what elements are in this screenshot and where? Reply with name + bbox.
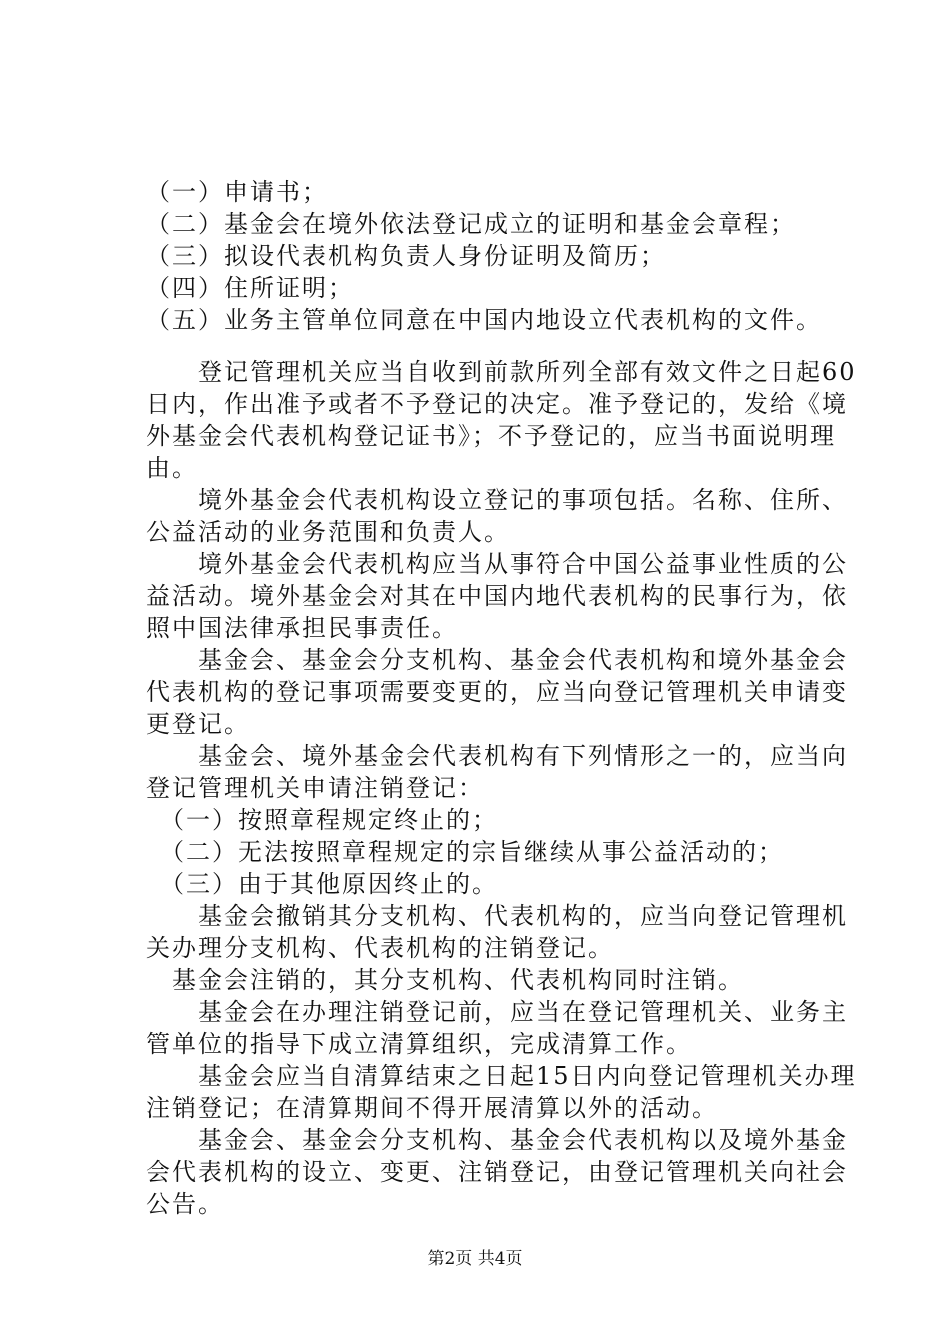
text-line: 公益活动的业务范围和负责人。: [146, 518, 510, 546]
page-number-label: 第2页 共4页: [427, 1249, 523, 1269]
text-line: 由。: [146, 454, 198, 482]
document-body: [146, 176, 857, 1220]
text-line: 基金会、基金会分支机构、基金会代表机构和境外基金会: [146, 646, 848, 674]
text-line: 会代表机构的设立、变更、注销登记，由登记管理机关向社会: [146, 1158, 848, 1186]
text-line: 注销登记；在清算期间不得开展清算以外的活动。: [146, 1094, 718, 1122]
text-line: 公告。: [146, 1190, 224, 1218]
text-line: 代表机构的登记事项需要变更的，应当向登记管理机关申请变: [146, 678, 848, 706]
text-line: （二）无法按照章程规定的宗旨继续从事公益活动的；: [146, 838, 784, 866]
list-item: （五）业务主管单位同意在中国内地设立代表机构的文件。: [146, 306, 822, 334]
text-line: 管单位的指导下成立清算组织，完成清算工作。: [146, 1030, 692, 1058]
text-line: 外基金会代表机构登记证书》；不予登记的，应当书面说明理: [146, 422, 836, 450]
list-item: （四）住所证明；: [146, 274, 354, 302]
paragraph-gap: [146, 336, 842, 356]
text-line: 基金会在办理注销登记前，应当在登记管理机关、业务主: [146, 998, 848, 1026]
text-line: 关办理分支机构、代表机构的注销登记。: [146, 934, 614, 962]
text-line: 基金会、基金会分支机构、基金会代表机构以及境外基金: [146, 1126, 848, 1154]
page-footer: [0, 1248, 950, 1270]
list-item: （二）基金会在境外依法登记成立的证明和基金会章程；: [146, 210, 796, 238]
list-item: （一）申请书；: [146, 178, 328, 206]
text-line: 境外基金会代表机构设立登记的事项包括。名称、住所、: [146, 486, 848, 514]
text-line: 益活动。境外基金会对其在中国内地代表机构的民事行为，依: [146, 582, 848, 610]
text-line: 基金会撤销其分支机构、代表机构的，应当向登记管理机: [146, 902, 848, 930]
main-text: [146, 356, 857, 1220]
text-line: （三）由于其他原因终止的。: [146, 870, 498, 898]
list-item: （三）拟设代表机构负责人身份证明及简历；: [146, 242, 666, 270]
text-line: 照中国法律承担民事责任。: [146, 614, 458, 642]
list-top: [146, 176, 842, 336]
text-line: 基金会注销的，其分支机构、代表机构同时注销。: [146, 966, 744, 994]
text-line: 登记管理机关应当自收到前款所列全部有效文件之日起60: [146, 358, 857, 386]
text-line: 更登记。: [146, 710, 250, 738]
text-line: 境外基金会代表机构应当从事符合中国公益事业性质的公: [146, 550, 848, 578]
text-line: 登记管理机关申请注销登记：: [146, 774, 484, 802]
text-line: （一）按照章程规定终止的；: [146, 806, 498, 834]
text-line: 日内，作出准予或者不予登记的决定。准予登记的，发给《境: [146, 390, 848, 418]
text-line: 基金会、境外基金会代表机构有下列情形之一的，应当向: [146, 742, 848, 770]
text-line: 基金会应当自清算结束之日起15日内向登记管理机关办理: [146, 1062, 857, 1090]
